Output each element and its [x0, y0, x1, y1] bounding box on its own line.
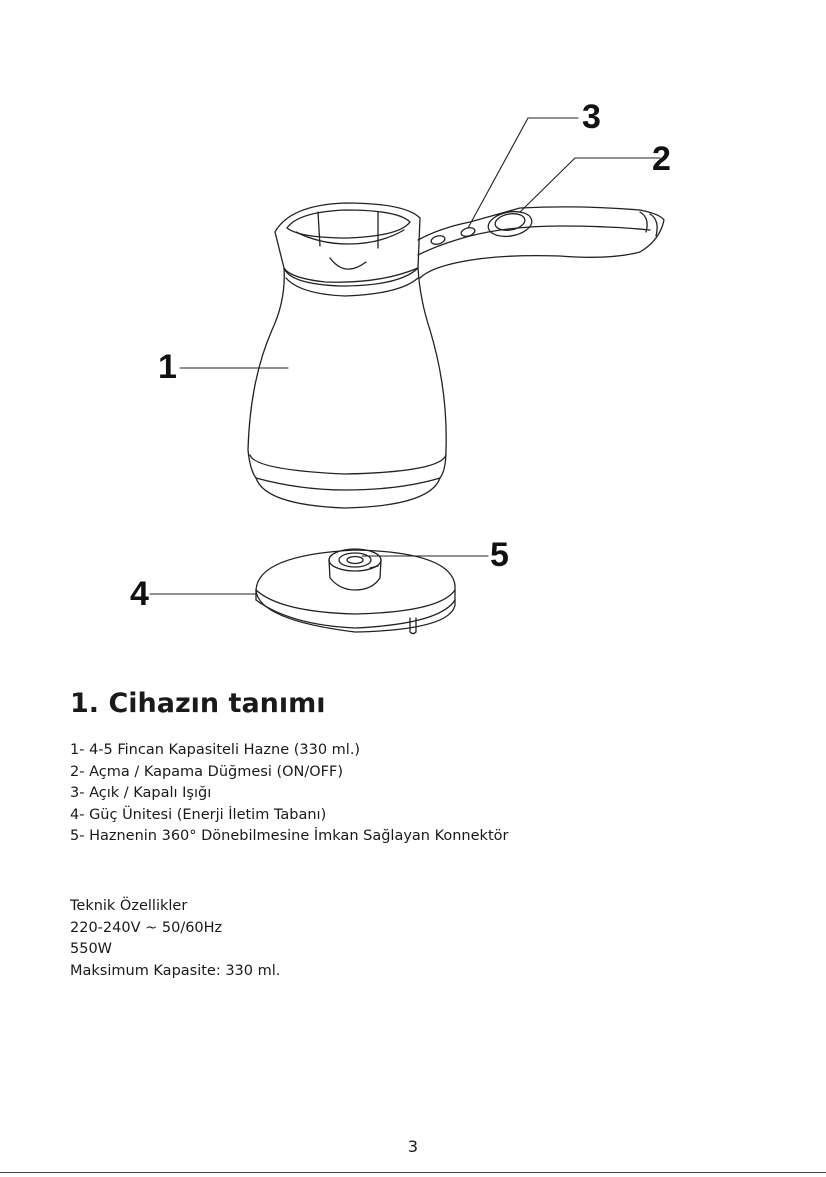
indicator-light-icon [430, 226, 476, 245]
coffee-pot-body [248, 203, 446, 508]
page-number: 3 [407, 1137, 419, 1156]
technical-specs [70, 896, 280, 982]
pot-handle [418, 207, 664, 278]
list-item: 5- Haznenin 360° Dönebilmesine İmkan Sağlayan Konnektör [70, 828, 509, 844]
callout-2: 2 [652, 140, 671, 178]
rotating-connector [329, 549, 381, 590]
list-item: 1- 4-5 Fincan Kapasiteli Hazne (330 ml.) [70, 742, 361, 758]
list-item: 3- Açık / Kapalı Işığı [70, 785, 212, 801]
list-item: 2- Açma / Kapama Düğmesi (ON/OFF) [70, 763, 344, 780]
section-title: 1. Cihazın tanımı [70, 688, 326, 719]
callout-5: 5 [490, 536, 509, 574]
spec-voltage: 220-240V ~ 50/60Hz [70, 919, 223, 936]
power-switch-icon [486, 208, 533, 239]
spec-power: 550W [70, 941, 113, 957]
spec-capacity: Maksimum Kapasite: 330 ml. [70, 962, 281, 979]
callout-lines [150, 118, 660, 594]
parts-list [70, 740, 508, 848]
callout-line-2b [520, 158, 575, 212]
list-item: 4- Güç Ünitesi (Enerji İletim Tabanı) [70, 806, 327, 823]
bottom-divider [0, 1172, 826, 1173]
callout-1: 1 [158, 348, 177, 386]
callout-4: 4 [130, 575, 149, 613]
specs-heading: Teknik Özellikler [70, 898, 188, 914]
callout-3: 3 [582, 98, 601, 136]
power-base [256, 550, 455, 634]
